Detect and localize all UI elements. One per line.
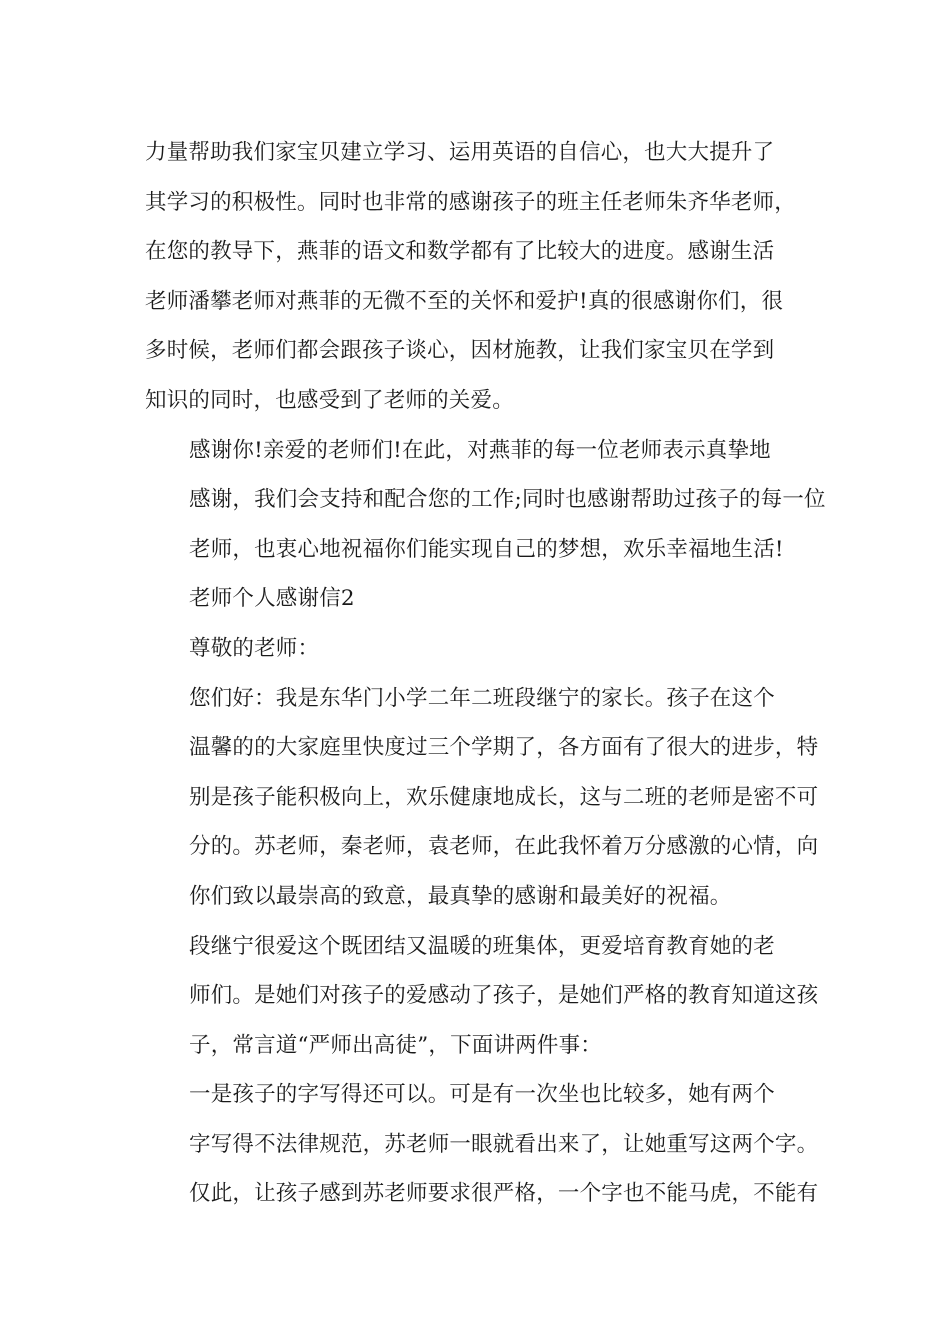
text-line: 其学习的积极性。同时也非常的感谢孩子的班主任老师朱齐华老师， <box>145 189 797 215</box>
document-body <box>145 128 826 1219</box>
text-line: 感谢你!亲爱的老师们!在此，对燕菲的每一位老师表示真挚地 <box>189 437 771 463</box>
text-line: 力量帮助我们家宝贝建立学习、运用英语的自信心，也大大提升了 <box>145 140 775 165</box>
paragraph <box>145 922 819 1071</box>
text-line: 别是孩子能积极向上，欢乐健康地成长，这与二班的老师是密不可 <box>189 784 819 810</box>
text-line: 在您的教导下，燕菲的语文和数学都有了比较大的进度。感谢生活 <box>145 239 775 265</box>
text-line: 多时候，老师们都会跟孩子谈心，因材施教，让我们家宝贝在学到 <box>145 338 775 364</box>
text-line: 仅此，让孩子感到苏老师要求很严格，一个字也不能马虎，不能有 <box>189 1181 819 1207</box>
paragraph <box>145 674 819 922</box>
text-line: 感谢，我们会支持和配合您的工作;同时也感谢帮助过孩子的每一位 <box>189 487 826 513</box>
text-line: 子，常言道“严师出高徒”，下面讲两件事： <box>189 1032 602 1058</box>
text-line: 老师，也衷心地祝福你们能实现自己的梦想，欢乐幸福地生活! <box>189 536 784 562</box>
text-line: 分的。苏老师，秦老师，袁老师，在此我怀着万分感激的心情，向 <box>189 834 819 860</box>
text-line: 您们好：我是东华门小学二年二班段继宁的家长。孩子在这个 <box>189 685 775 711</box>
text-line: 老师个人感谢信2 <box>189 586 355 612</box>
paragraph <box>145 426 826 575</box>
text-line: 师们。是她们对孩子的爱感动了孩子，是她们严格的教育知道这孩 <box>189 983 819 1009</box>
text-line: 温馨的的大家庭里快度过三个学期了，各方面有了很大的进步，特 <box>189 735 819 761</box>
paragraph <box>145 624 810 674</box>
text-line: 尊敬的老师： <box>189 635 320 661</box>
text-line: 段继宁很爱这个既团结又温暖的班集体，更爱培育教育她的老 <box>189 933 775 959</box>
paragraph <box>145 1070 819 1219</box>
text-line: 你们致以最崇高的致意，最真挚的感谢和最美好的祝福。 <box>189 883 732 909</box>
text-line: 老师潘攀老师对燕菲的无微不至的关怀和爱护!真的很感谢你们，很 <box>145 288 784 314</box>
text-line: 一是孩子的字写得还可以。可是有一次坐也比较多，她有两个 <box>189 1082 775 1108</box>
paragraph <box>145 128 810 426</box>
text-line: 字写得不法律规范，苏老师一眼就看出来了，让她重写这两个字。 <box>189 1131 819 1157</box>
paragraph <box>145 574 810 624</box>
text-line: 知识的同时，也感受到了老师的关爱。 <box>145 387 514 413</box>
